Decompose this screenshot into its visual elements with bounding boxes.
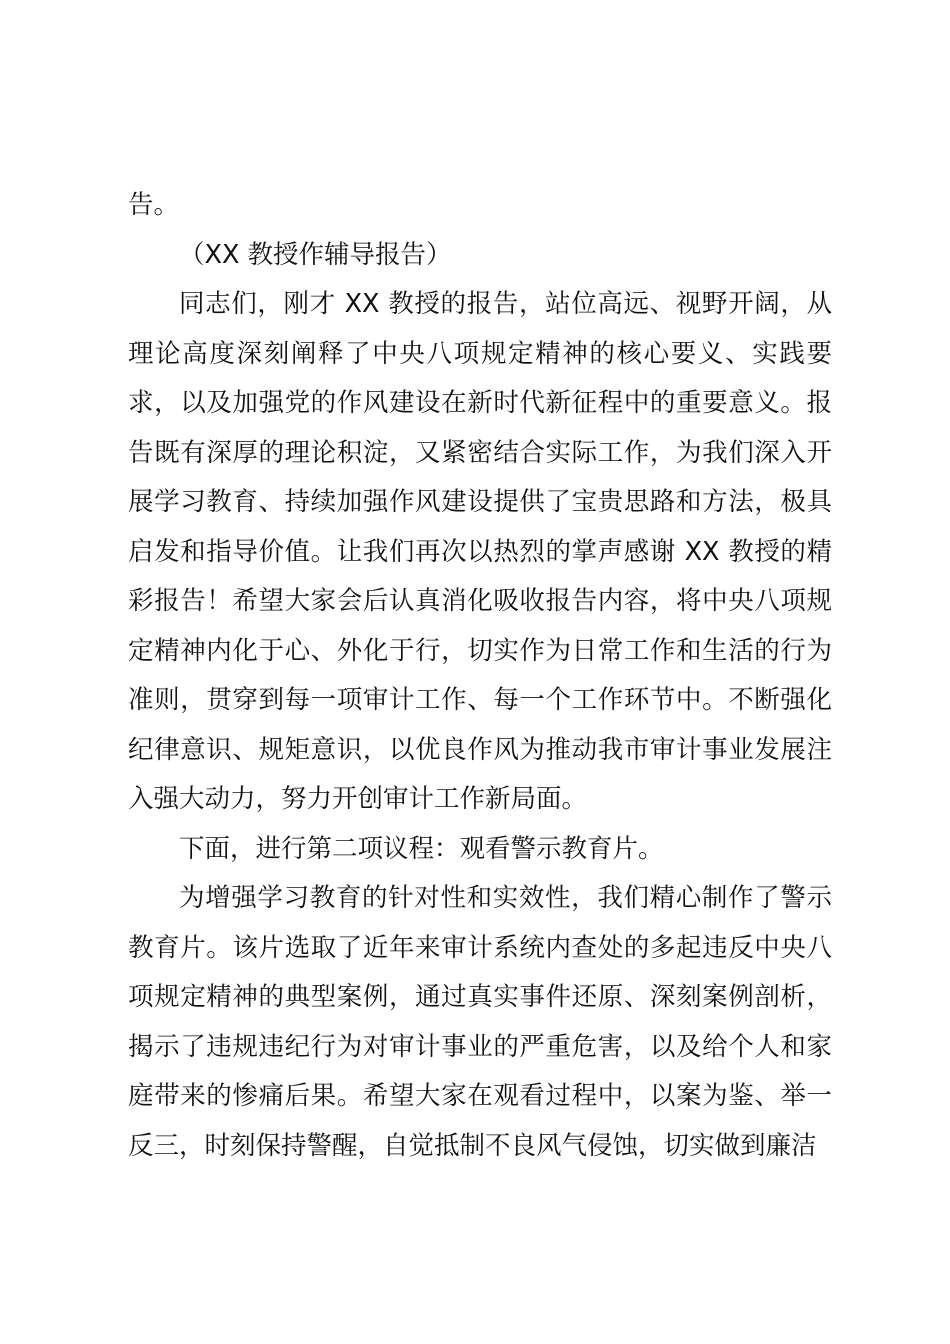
document-body [128,181,832,1171]
paragraph-agenda-item-two: 下面，进行第二项议程：观看警示教育片。 [179,833,664,864]
paragraph-warning-film-intro: 为增强学习教育的针对性和实效性，我们精心制作了警示教育片。该片选取了近年来审计系统内查处的多起违反中央八项规定精神的典型案例，通过真实事件还原、深刻案例剖析，揭示了违规违纪行为对审计事业的严重危害，以及给个人和家庭带来的惨痛后果。希望大家在观看过程中，以案为鉴、举一反三，时刻保持警醒，自觉抵制不良风气侵蚀，切实做到廉洁 [128,883,832,1161]
paragraph-remarks-on-report: 同志们，刚才 XX 教授的报告，站位高远、视野开阔，从理论高度深刻阐释了中央八项规定精神的核心要义、实践要求，以及加强党的作风建设在新时代新征程中的重要意义。报告既有深厚的理论积淀，又紧密结合实际工作，为我们深入开展学习教育、持续加强作风建设提供了宝贵思路和方法，极具启发和指导价值。让我们再次以热烈的掌声感谢 XX 教授的精彩报告！希望大家会后认真消化吸收报告内容，将中央八项规定精神内化于心、外化于行，切实作为日常工作和生活的行为准则，贯穿到每一项审计工作、每一个工作环节中。不断强化纪律意识、规矩意识，以优良作风为推动我市审计事业发展注入强大动力，努力开创审计工作新局面。 [128,289,832,814]
paragraph-continuation: 告。 [128,190,180,220]
paragraph-stage-note: （XX 教授作辅导报告） [179,239,452,270]
